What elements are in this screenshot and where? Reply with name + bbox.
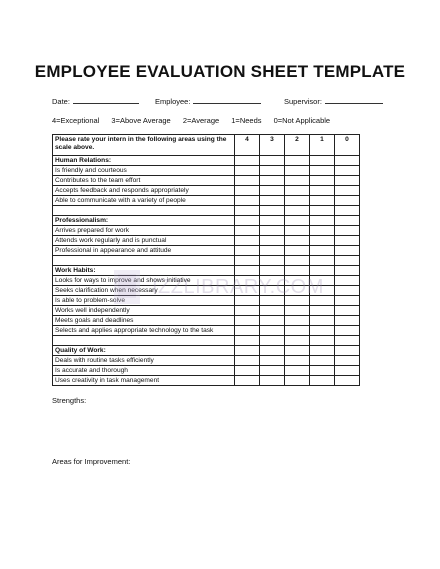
rating-cell[interactable] bbox=[285, 326, 310, 336]
rating-cell[interactable] bbox=[285, 166, 310, 176]
section-row bbox=[53, 346, 360, 356]
criterion-row bbox=[53, 286, 360, 296]
rating-cell bbox=[285, 336, 310, 346]
criterion-row bbox=[53, 236, 360, 246]
criterion-label: Works well independently bbox=[53, 306, 235, 316]
rating-cell[interactable] bbox=[335, 326, 360, 336]
rating-cell bbox=[260, 266, 285, 276]
rating-cell[interactable] bbox=[310, 316, 335, 326]
criterion-label: Deals with routine tasks efficiently bbox=[53, 356, 235, 366]
rating-cell bbox=[260, 336, 285, 346]
scale-4: 4=Exceptional bbox=[52, 116, 100, 125]
rating-cell[interactable] bbox=[335, 226, 360, 236]
rating-cell[interactable] bbox=[235, 296, 260, 306]
rating-cell bbox=[235, 216, 260, 226]
criterion-row bbox=[53, 376, 360, 386]
rating-cell[interactable] bbox=[310, 376, 335, 386]
rating-col-0: 0 bbox=[335, 135, 360, 156]
rating-cell[interactable] bbox=[335, 196, 360, 206]
rating-cell[interactable] bbox=[335, 356, 360, 366]
rating-cell[interactable] bbox=[235, 286, 260, 296]
rating-cell bbox=[260, 346, 285, 356]
rating-cell bbox=[335, 346, 360, 356]
rating-cell[interactable] bbox=[335, 246, 360, 256]
rating-cell[interactable] bbox=[260, 326, 285, 336]
rating-cell[interactable] bbox=[310, 196, 335, 206]
criterion-label: Is friendly and courteous bbox=[53, 166, 235, 176]
rating-cell[interactable] bbox=[310, 326, 335, 336]
scale-1: 1=Needs bbox=[231, 116, 262, 125]
date-label: Date: bbox=[52, 97, 70, 106]
criterion-label: Is accurate and thorough bbox=[53, 366, 235, 376]
rating-cell[interactable] bbox=[235, 236, 260, 246]
rating-cell[interactable] bbox=[260, 276, 285, 286]
rating-cell bbox=[235, 206, 260, 216]
rating-cell[interactable] bbox=[335, 176, 360, 186]
table-header-row bbox=[53, 135, 360, 156]
rating-cell[interactable] bbox=[335, 186, 360, 196]
criterion-label: Contributes to the team effort bbox=[53, 176, 235, 186]
section-label: Quality of Work: bbox=[53, 346, 235, 356]
rating-cell[interactable] bbox=[285, 286, 310, 296]
page-title: EMPLOYEE EVALUATION SHEET TEMPLATE bbox=[34, 62, 406, 81]
criterion-row bbox=[53, 186, 360, 196]
rating-cell[interactable] bbox=[260, 246, 285, 256]
rating-cell[interactable] bbox=[285, 246, 310, 256]
supervisor-field[interactable] bbox=[284, 96, 383, 106]
rating-cell[interactable] bbox=[335, 306, 360, 316]
criterion-label: Meets goals and deadlines bbox=[53, 316, 235, 326]
rating-cell[interactable] bbox=[310, 356, 335, 366]
improvement-label: Areas for Improvement: bbox=[52, 457, 131, 466]
rating-cell bbox=[260, 216, 285, 226]
rating-cell[interactable] bbox=[235, 166, 260, 176]
rating-cell bbox=[335, 266, 360, 276]
rating-cell[interactable] bbox=[235, 376, 260, 386]
rating-cell[interactable] bbox=[335, 276, 360, 286]
rating-cell[interactable] bbox=[285, 306, 310, 316]
employee-blank[interactable] bbox=[193, 96, 261, 104]
rating-cell[interactable] bbox=[310, 366, 335, 376]
criterion-label: Looks for ways to improve and shows initiative bbox=[53, 276, 235, 286]
table-header-text: Please rate your intern in the following areas using the scale above. bbox=[53, 135, 235, 156]
rating-cell[interactable] bbox=[260, 376, 285, 386]
date-blank[interactable] bbox=[73, 96, 139, 104]
rating-cell[interactable] bbox=[285, 236, 310, 246]
rating-cell[interactable] bbox=[260, 306, 285, 316]
rating-cell[interactable] bbox=[260, 296, 285, 306]
scale-3: 3=Above Average bbox=[111, 116, 171, 125]
rating-cell bbox=[235, 156, 260, 166]
rating-cell[interactable] bbox=[235, 326, 260, 336]
rating-cell[interactable] bbox=[335, 236, 360, 246]
criterion-label: Uses creativity in task management bbox=[53, 376, 235, 386]
rating-cell[interactable] bbox=[285, 316, 310, 326]
rating-cell bbox=[285, 346, 310, 356]
rating-cell bbox=[310, 336, 335, 346]
rating-cell bbox=[310, 216, 335, 226]
rating-cell[interactable] bbox=[285, 186, 310, 196]
criterion-label bbox=[53, 206, 235, 216]
criterion-label: Attends work regularly and is punctual bbox=[53, 236, 235, 246]
rating-cell[interactable] bbox=[260, 366, 285, 376]
section-label: Human Relations: bbox=[53, 156, 235, 166]
section-label: Work Habits: bbox=[53, 266, 235, 276]
section-row bbox=[53, 156, 360, 166]
rating-cell[interactable] bbox=[310, 236, 335, 246]
strengths-label: Strengths: bbox=[52, 396, 87, 405]
rating-cell[interactable] bbox=[260, 356, 285, 366]
rating-cell[interactable] bbox=[285, 276, 310, 286]
watermark-text: IZZLIBRARY.COM bbox=[152, 276, 324, 298]
rating-col-2: 2 bbox=[285, 135, 310, 156]
rating-cell bbox=[235, 266, 260, 276]
rating-cell bbox=[310, 346, 335, 356]
supervisor-blank[interactable] bbox=[325, 96, 383, 104]
criterion-label: Able to communicate with a variety of people bbox=[53, 196, 235, 206]
criterion-row bbox=[53, 366, 360, 376]
criterion-row bbox=[53, 316, 360, 326]
rating-cell[interactable] bbox=[335, 376, 360, 386]
rating-cell bbox=[285, 156, 310, 166]
rating-cell bbox=[285, 256, 310, 266]
rating-cell bbox=[235, 256, 260, 266]
criterion-row bbox=[53, 306, 360, 316]
rating-cell[interactable] bbox=[335, 286, 360, 296]
section-row bbox=[53, 266, 360, 276]
rating-cell bbox=[310, 256, 335, 266]
rating-cell bbox=[335, 156, 360, 166]
supervisor-label: Supervisor: bbox=[284, 97, 322, 106]
rating-cell[interactable] bbox=[260, 186, 285, 196]
criterion-row bbox=[53, 276, 360, 286]
criterion-row bbox=[53, 176, 360, 186]
rating-cell[interactable] bbox=[235, 366, 260, 376]
rating-cell[interactable] bbox=[235, 356, 260, 366]
rating-cell bbox=[260, 156, 285, 166]
rating-cell[interactable] bbox=[310, 296, 335, 306]
rating-col-3: 3 bbox=[260, 135, 285, 156]
employee-field[interactable] bbox=[155, 96, 261, 106]
scale-2: 2=Average bbox=[182, 116, 220, 125]
criterion-row bbox=[53, 166, 360, 176]
rating-cell[interactable] bbox=[335, 316, 360, 326]
section-row bbox=[53, 216, 360, 226]
scale-0: 0=Not Applicable bbox=[273, 116, 331, 125]
criterion-row bbox=[53, 196, 360, 206]
blank-row bbox=[53, 336, 360, 346]
rating-cell bbox=[235, 336, 260, 346]
rating-cell bbox=[335, 216, 360, 226]
rating-col-1: 1 bbox=[310, 135, 335, 156]
rating-cell[interactable] bbox=[310, 276, 335, 286]
rating-cell[interactable] bbox=[235, 176, 260, 186]
blank-row bbox=[53, 206, 360, 216]
criterion-label: Seeks clarification when necessary bbox=[53, 286, 235, 296]
blank-row bbox=[53, 256, 360, 266]
criterion-label: Is able to problem-solve bbox=[53, 296, 235, 306]
rating-cell[interactable] bbox=[260, 316, 285, 326]
rating-cell bbox=[260, 206, 285, 216]
rating-cell[interactable] bbox=[260, 176, 285, 186]
rating-cell bbox=[310, 206, 335, 216]
rating-cell[interactable] bbox=[260, 286, 285, 296]
rating-cell[interactable] bbox=[285, 226, 310, 236]
rating-cell[interactable] bbox=[285, 356, 310, 366]
evaluation-table bbox=[52, 134, 360, 386]
criterion-label: Selects and applies appropriate technology to the task bbox=[53, 326, 235, 336]
rating-cell bbox=[335, 256, 360, 266]
rating-cell[interactable] bbox=[260, 196, 285, 206]
rating-cell[interactable] bbox=[260, 236, 285, 246]
rating-cell[interactable] bbox=[310, 176, 335, 186]
rating-cell[interactable] bbox=[310, 186, 335, 196]
rating-cell[interactable] bbox=[335, 166, 360, 176]
criterion-row bbox=[53, 246, 360, 256]
criterion-label bbox=[53, 336, 235, 346]
criterion-label: Professional in appearance and attitude bbox=[53, 246, 235, 256]
rating-scale bbox=[52, 116, 340, 125]
rating-cell bbox=[335, 336, 360, 346]
rating-cell[interactable] bbox=[335, 366, 360, 376]
criterion-row bbox=[53, 356, 360, 366]
rating-cell[interactable] bbox=[235, 186, 260, 196]
rating-cell bbox=[260, 256, 285, 266]
rating-cell[interactable] bbox=[235, 276, 260, 286]
rating-cell[interactable] bbox=[260, 226, 285, 236]
rating-cell bbox=[235, 346, 260, 356]
rating-cell bbox=[310, 266, 335, 276]
rating-cell[interactable] bbox=[310, 226, 335, 236]
section-label: Professionalism: bbox=[53, 216, 235, 226]
rating-cell[interactable] bbox=[335, 296, 360, 306]
rating-cell[interactable] bbox=[310, 166, 335, 176]
criterion-label bbox=[53, 256, 235, 266]
criterion-row bbox=[53, 296, 360, 306]
criterion-row bbox=[53, 226, 360, 236]
rating-cell bbox=[285, 266, 310, 276]
rating-cell[interactable] bbox=[235, 316, 260, 326]
rating-cell[interactable] bbox=[310, 286, 335, 296]
rating-cell bbox=[335, 206, 360, 216]
rating-cell[interactable] bbox=[235, 306, 260, 316]
rating-cell[interactable] bbox=[260, 166, 285, 176]
rating-cell[interactable] bbox=[285, 196, 310, 206]
criterion-row bbox=[53, 326, 360, 336]
rating-cell[interactable] bbox=[285, 376, 310, 386]
rating-cell bbox=[285, 216, 310, 226]
employee-label: Employee: bbox=[155, 97, 191, 106]
rating-cell[interactable] bbox=[310, 246, 335, 256]
rating-cell[interactable] bbox=[310, 306, 335, 316]
rating-col-4: 4 bbox=[235, 135, 260, 156]
rating-cell bbox=[310, 156, 335, 166]
rating-cell[interactable] bbox=[285, 296, 310, 306]
rating-cell[interactable] bbox=[285, 366, 310, 376]
date-field[interactable] bbox=[52, 96, 139, 106]
rating-cell[interactable] bbox=[235, 246, 260, 256]
rating-cell bbox=[285, 206, 310, 216]
rating-cell[interactable] bbox=[285, 176, 310, 186]
criterion-label: Accepts feedback and responds appropriately bbox=[53, 186, 235, 196]
criterion-label: Arrives prepared for work bbox=[53, 226, 235, 236]
rating-cell[interactable] bbox=[235, 226, 260, 236]
rating-cell[interactable] bbox=[235, 196, 260, 206]
